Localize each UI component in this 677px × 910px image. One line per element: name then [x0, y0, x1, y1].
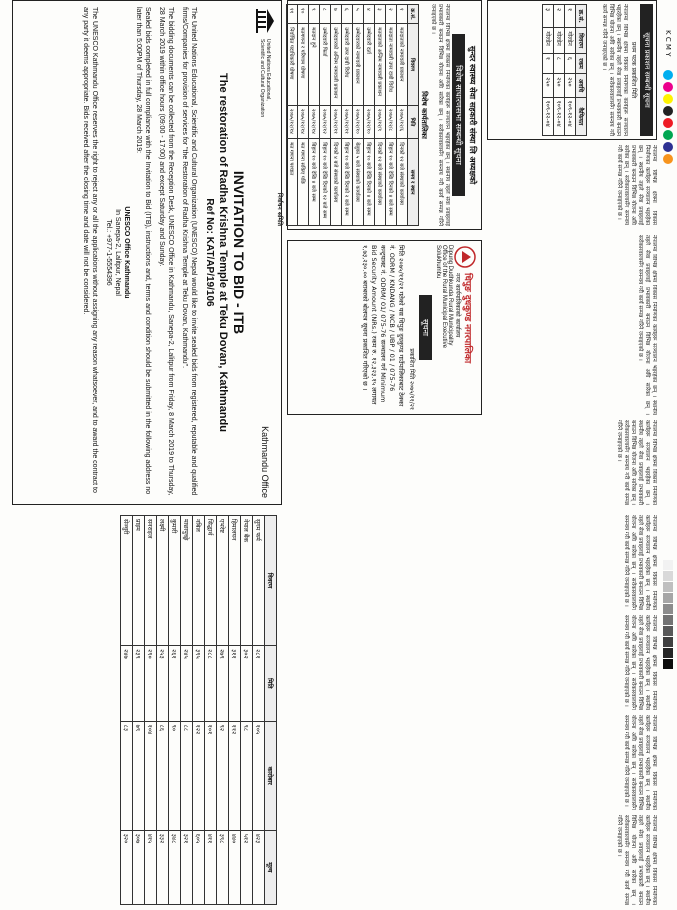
table-cell: २०७५/१२/६: [397, 105, 408, 139]
table-cell: ८: [320, 5, 331, 24]
table-cell: मत गणना सकिए पछि: [298, 139, 309, 226]
nepal-emblem-icon: [453, 245, 477, 269]
municipality-en-office: Office of the Rural Municipal Executive: [441, 245, 447, 348]
table-cell: ५१२: [241, 830, 253, 904]
cooperative-body: नेपालमा विभिन्न क्षेत्रमा विकास निर्माणका कार्यहरू सञ्चालन भइरहेका छन् । स्थानीय तहले सेवा प्रवाहलाई प्रभावकारी बनाउन विभिन्न योजना अघि सारेका छन् । सरोकारवालासँग समन्वय गरी कार्य सम्पन्न गरिने जनाइएको छ ।: [430, 4, 450, 226]
table-header: विवरण: [408, 24, 419, 105]
table-cell: १२२: [193, 721, 205, 830]
table-row: [397, 5, 408, 226]
table-cell: ७९: [133, 721, 145, 830]
unesco-paragraph-3: Sealed bids completed in full compliance with the Invitation to Bid (ITB), instructions and, terms and condition should be submitted in the following address no later than 5:00PM of Thursday, 28 March 2019:: [135, 7, 151, 495]
gray-steps: [663, 560, 673, 670]
unesco-ref: Ref No: KAT/AP/19/106: [204, 198, 215, 307]
table-cell: प्राइम: [133, 516, 145, 646]
table-cell: ३११: [229, 646, 241, 722]
table-cell: गोल्डेन: [554, 28, 565, 53]
cmyk-dots: [663, 70, 673, 166]
table-cell: १: [543, 53, 554, 73]
color-swatch: [663, 154, 673, 164]
table-row: [229, 516, 241, 905]
gray-swatch: [663, 659, 673, 669]
cmyk-label: K C M Y: [664, 30, 672, 57]
table-cell: गोल्डेन: [565, 28, 576, 53]
table-cell: १०४: [145, 721, 157, 830]
table-row: [543, 5, 554, 136]
table-cell: २०७५/१२/११: [342, 105, 353, 139]
table-cell: बेलुका ५ बजे संस्थाको कार्यालय: [353, 139, 364, 226]
table-cell: सुगम फर्म: [253, 516, 265, 646]
unesco-paragraph-4: The UNESCO Kathmandu Office reserves the right to reject any or all the applications without assigning any reason whatsoever, and to award the contract to any party it deems appropriate. Bids received after the closing time and date will not be considered.: [82, 7, 98, 493]
unesco-address-3: Tel.: +977-1-5554396: [105, 219, 112, 286]
table-header: मिति: [265, 646, 277, 722]
table-cell: ३: [543, 5, 554, 28]
table-cell: १०: [298, 5, 309, 24]
table-cell: मतदाताको अन्तिम नामावली प्रकाशन: [375, 24, 386, 105]
table-cell: २: [386, 5, 397, 24]
gray-swatch: [663, 593, 673, 603]
table-cell: २६१: [169, 646, 181, 722]
table-row: [364, 5, 375, 226]
table-row: [193, 516, 205, 905]
table-cell: ४१५: [145, 830, 157, 904]
unesco-office: Kathmandu Office: [260, 426, 270, 498]
table-header: समय र स्थान: [408, 139, 419, 226]
cooperative-title: सुन्दर स्वास्थ्य सेवा सहकारी संस्था लि अध्यक्षको: [468, 45, 477, 185]
municipality-en-name: Dipung Dudhkunda Rural Municipality: [447, 245, 453, 346]
table-cell: १०९-१२-०४: [565, 97, 576, 135]
table-row: [386, 5, 397, 226]
table-row: [217, 516, 229, 905]
color-swatch: [663, 82, 673, 92]
table-cell: २४७: [121, 646, 133, 722]
table-cell: २५०: [554, 74, 565, 97]
top-notice-table: [542, 4, 587, 136]
table-cell: ३९८: [217, 830, 229, 904]
table-cell: ४४०: [229, 830, 241, 904]
table-cell: २४५: [181, 646, 193, 722]
table-row: [169, 516, 181, 905]
table-cell: ९८: [241, 721, 253, 830]
table-cell: ४२३: [253, 830, 265, 904]
unesco-subtitle: The restoration of Radha Krishna Temple at Teku Dovan, Kathmandu: [217, 73, 229, 432]
table-cell: ४: [364, 5, 375, 24]
table-row: [309, 5, 320, 226]
table-cell: निर्वाचित पदाधिकारी घोषणा: [287, 24, 298, 105]
market-table: [120, 515, 277, 905]
table-cell: २०७५/१२/१४: [287, 105, 298, 139]
table-cell: ९: [309, 5, 320, 24]
table-cell: उम्मेदवारको नामावली प्रकाशन: [353, 24, 364, 105]
table-cell: १०१: [205, 721, 217, 830]
color-swatch: [663, 118, 673, 128]
table-cell: ६: [565, 53, 576, 73]
table-cell: २०७५/१२/१४: [298, 105, 309, 139]
unesco-title: INVITATION TO BID - ITB: [231, 170, 247, 335]
market-table-block: [12, 515, 277, 905]
table-row: [342, 5, 353, 226]
table-cell: गोल्डेन: [543, 28, 554, 53]
table-cell: हिमालयन: [229, 516, 241, 646]
table-cell: ११: [287, 5, 298, 24]
table-cell: २०७५/१२/११: [331, 105, 342, 139]
table-cell: ५: [353, 5, 364, 24]
right-column-text-3: नेपालमा विभिन्न क्षेत्रमा विकास निर्माणका कार्यहरू सञ्चालन भइरहेका छन् । स्थानीय तहले सेवा प्रवाहलाई प्रभावकारी बनाउन विभिन्न योजना अघि सारेका छन् । सरोकारवालासँग समन्वय गरी कार्य सम्पन्न गरिने जनाइएको छ ।: [623, 715, 657, 810]
table-cell: १०९-१२-०४: [543, 97, 554, 135]
middle-column-text: नेपालमा विभिन्न क्षेत्रमा विकास निर्माणका कार्यहरू सञ्चालन भइरहेका छन् । स्थानीय तहले सेवा प्रवाहलाई प्रभावकारी बनाउन विभिन्न योजना अघि सारेका छन् । सरोकारवालासँग समन्वय गरी कार्य सम्पन्न गरिने जनाइएको छ ।: [637, 235, 657, 415]
cooperative-banner: विशेष साधारणसभा सम्बन्धी सूचना: [452, 34, 465, 196]
table-cell: ११२: [229, 721, 241, 830]
table-cell: ८: [554, 53, 565, 73]
table-header: मिति: [408, 105, 419, 139]
table-cell: २७९: [217, 646, 229, 722]
color-swatch: [663, 142, 673, 152]
table-row: [353, 5, 364, 226]
table-cell: दिनको १२ बजे संस्थाको कार्यालय: [397, 139, 408, 226]
gray-swatch: [663, 615, 673, 625]
table-cell: ७: [331, 5, 342, 24]
table-cell: २०७५/१२/८: [386, 105, 397, 139]
table-cell: २०७५/१२/९: [375, 105, 386, 139]
table-cell: लक्ष्मी: [157, 516, 169, 646]
table-cell: २०७५/१२/१४: [309, 105, 320, 139]
table-cell: बिहान १० बजे देखि दिनको ४ बजे सम्म: [364, 139, 375, 226]
table-cell: २०७५/१२/१२: [320, 105, 331, 139]
table-cell: २: [554, 5, 565, 28]
table-row: [145, 516, 157, 905]
table-row: [181, 516, 193, 905]
table-cell: उम्मेदवारको अन्तिम नामावली प्रकाशन: [331, 24, 342, 105]
table-cell: २०७५/१२/१०: [353, 105, 364, 139]
table-cell: नेपाल बैंक: [241, 516, 253, 646]
gray-swatch: [663, 560, 673, 570]
schedule-table: [286, 4, 419, 226]
table-row: [375, 5, 386, 226]
table-row: [554, 5, 565, 136]
color-swatch: [663, 130, 673, 140]
table-row: [331, 5, 342, 226]
table-cell: २५०: [543, 74, 554, 97]
table-cell: नबिल: [193, 516, 205, 646]
table-cell: उम्मेदवारी फिर्ता: [320, 24, 331, 105]
table-row: [287, 5, 298, 226]
table-cell: १०५: [253, 721, 265, 830]
table-cell: ६: [342, 5, 353, 24]
gray-swatch: [663, 626, 673, 636]
table-cell: बिहान १० बजे देखि ४ बजे सम्म: [309, 139, 320, 226]
unesco-temple-icon: [255, 7, 275, 35]
table-cell: मतगणना र परिणाम घोषणा: [298, 24, 309, 105]
unesco-logo: [255, 7, 275, 119]
gray-swatch: [663, 582, 673, 592]
municipality-heading: सूचना: [419, 295, 432, 360]
table-cell: ४११: [205, 830, 217, 904]
table-header: अवधि: [576, 74, 587, 97]
right-column-text-4: नेपालमा विभिन्न क्षेत्रमा विकास निर्माणका कार्यहरू सञ्चालन भइरहेका छन् । स्थानीय तहले सेवा प्रवाहलाई प्रभावकारी बनाउन विभिन्न योजना अघि सारेका छन् । सरोकारवालासँग समन्वय गरी कार्य सम्पन्न गरिने जनाइएको छ ।: [616, 815, 657, 905]
unesco-address-1: UNESCO Office Kathmandu: [123, 206, 130, 299]
table-header: क्र.सं.: [408, 5, 419, 24]
top-notice-body: नेपालमा विभिन्न क्षेत्रमा विकास निर्माणका कार्यहरू सञ्चालन भइरहेका छन् । स्थानीय तहले सेवा प्रवाहलाई प्रभावकारी बनाउन विभिन्न योजना अघि सारेका छन् । सरोकारवालासँग समन्वय गरी कार्य सम्पन्न गरिने जनाइएको छ ।: [601, 4, 628, 136]
table-row: [157, 516, 169, 905]
table-cell: ३४८: [169, 830, 181, 904]
unesco-logo-text: United Nations Educational, Scientific and Cultural Organization: [259, 39, 271, 118]
right-column-text-1: नेपालमा विभिन्न क्षेत्रमा विकास निर्माणका कार्यहरू सञ्चालन भइरहेका छन् । स्थानीय तहले सेवा प्रवाहलाई प्रभावकारी बनाउन विभिन्न योजना अघि सारेका छन् । सरोकारवालासँग समन्वय गरी कार्य सम्पन्न गरिने जनाइएको छ ।: [623, 515, 657, 610]
table-cell: ३९५: [193, 646, 205, 722]
top-notice-title: सूचना प्रकाशन सम्बन्धी सूचना: [640, 4, 653, 136]
table-cell: दिनको ४ बजे संस्थाको कार्यालय: [331, 139, 342, 226]
table-cell: दिनको १२ बजे संस्थाको कार्यालय: [375, 139, 386, 226]
gray-swatch: [663, 604, 673, 614]
gray-swatch: [663, 648, 673, 658]
table-cell: २९०: [145, 646, 157, 722]
gray-swatch: [663, 571, 673, 581]
table-cell: सेञ्चुरी: [121, 516, 133, 646]
unesco-notice: [12, 0, 282, 505]
table-row: [253, 516, 265, 905]
left-column-text: नेपालमा विभिन्न क्षेत्रमा विकास निर्माणका कार्यहरू सञ्चालन भइरहेका छन् । स्थानीय तहले सेवा प्रवाहलाई प्रभावकारी बनाउन विभिन्न योजना अघि सारेका छन् । सरोकारवालासँग समन्वय गरी कार्य सम्पन्न गरिने जनाइएको छ ।: [616, 145, 657, 225]
table-cell: माछापुच्छ्रे: [181, 516, 193, 646]
municipality-date: प्रकाशित मिति २०७५/११/२१: [408, 348, 415, 410]
table-row: [121, 516, 133, 905]
municipality-body: मिति २०७५/११/२१ गतेको यस धिपुङ दुधकुण्ड गाउँपालिकाबाट ठेक्का नं. ODRM / KNDANG / NCB / UBP / 01 / 075-76 कन्ट्रयाक्ट नं. ODRM/ 01/ 075-76 सञ्चालन गर्न Minimum Bid Security Amount (NRs.) रकम रु. १२,३२३.१५ लगायत १,७३,२३०.०० बराबरको बोलपत्र सूचना प्रकाशित गरिएको छ ।: [361, 245, 405, 407]
table-cell: एभरेष्ट: [217, 516, 229, 646]
table-cell: १: [565, 5, 576, 28]
top-notice-subtitle: प्रथम पटक प्रकाशित मिति: [630, 41, 637, 99]
table-row: [205, 516, 217, 905]
right-column-text-2: नेपालमा विभिन्न क्षेत्रमा विकास निर्माणका कार्यहरू सञ्चालन भइरहेका छन् । स्थानीय तहले सेवा प्रवाहलाई प्रभावकारी बनाउन विभिन्न योजना अघि सारेका छन् । सरोकारवालासँग समन्वय गरी कार्य सम्पन्न गरिने जनाइएको छ ।: [623, 615, 657, 710]
municipality-office: नगर कार्यपालिकाको कार्यालय: [454, 273, 462, 338]
color-swatch: [663, 106, 673, 116]
table-cell: ९२: [217, 721, 229, 830]
cooperative-footer: निर्वाचन समिति: [276, 192, 283, 226]
municipality-en-place: Solukhumbu: [435, 245, 441, 279]
table-header: कारोबार: [265, 721, 277, 830]
table-cell: मतदान हुने: [309, 24, 320, 105]
table-header: रकम: [576, 53, 587, 73]
table-header: विवरण: [265, 516, 277, 646]
table-row: [298, 5, 309, 226]
table-cell: ८६: [157, 721, 169, 830]
table-row: [241, 516, 253, 905]
table-cell: ८८: [181, 721, 193, 830]
table-row: [565, 5, 576, 136]
unesco-paragraph-2: The bidding documents can be collected from the Reception Desk, UNESCO Office in Kathmandu, Sanepa-2, Lalitpur from Friday, 8 March 2019 to Thursday, 28 March 2019 within office hours (09:00 - 17:00) and except Saturday and Sunday.: [158, 7, 174, 496]
table-cell: २८८: [205, 646, 217, 722]
table-cell: मतदाताको नामावली प्रकाशन: [397, 24, 408, 105]
table-cell: उम्मेदवारी दर्ता: [364, 24, 375, 105]
table-cell: बिहान १० बजे देखि दिनको १२ बजे सम्म: [320, 139, 331, 226]
unesco-paragraph-1: The United Nations Educational, Scientific and Cultural Organization (UNESCO) Nepal would like to invite sealed bids from registered, reputable and qualified firms/Companies for provision of services for "the Restoration of Radha Krishna Temple at Teku Dovan, Kathmandu".: [181, 7, 197, 496]
table-cell: ८३: [121, 721, 133, 830]
table-header: क्र.सं.: [576, 5, 587, 28]
color-calibration-bar: [661, 30, 675, 890]
table-cell: ६०५: [193, 830, 205, 904]
table-header: मूल्य: [265, 830, 277, 904]
table-cell: २३९: [133, 646, 145, 722]
table-cell: २५०: [565, 74, 576, 97]
table-cell: बिहान १० बजे देखि दिनको ४ बजे सम्म: [386, 139, 397, 226]
table-cell: ३२१: [181, 830, 193, 904]
table-cell: मत गणना पश्चात: [287, 139, 298, 226]
municipality-notice: [287, 240, 482, 415]
table-cell: कुमारी: [169, 516, 181, 646]
table-cell: १०९-१२-०४: [554, 97, 565, 135]
table-cell: २०७५/१२/१०: [364, 105, 375, 139]
table-header: विवरण: [576, 28, 587, 53]
unesco-address-2: In Sanepa-2, Lalitpur, Nepal: [114, 209, 121, 296]
table-row: [320, 5, 331, 226]
top-notice: [487, 0, 657, 140]
color-swatch: [663, 70, 673, 80]
table-row: [133, 516, 145, 905]
table-cell: ३०२: [241, 646, 253, 722]
table-cell: मतदाता नामावली उपर दाबी विरोध: [386, 24, 397, 105]
table-cell: ३: [375, 5, 386, 24]
table-cell: २८१: [253, 646, 265, 722]
cooperative-notice: [276, 0, 482, 230]
table-cell: ३०७: [133, 830, 145, 904]
table-cell: सनराइज: [145, 516, 157, 646]
table-cell: बिहान १० बजे देखि दिनको २ बजे सम्म: [342, 139, 353, 226]
schedule-title: विशेष कार्यतालिका: [420, 91, 428, 139]
table-cell: १: [397, 5, 408, 24]
table-cell: उम्मेदवारी उपर दाबी विरोध: [342, 24, 353, 105]
table-header: कैफियत: [576, 97, 587, 135]
gray-swatch: [663, 637, 673, 647]
table-cell: ३३२: [157, 830, 169, 904]
table-cell: सिद्धार्थ: [205, 516, 217, 646]
center-column-text: नेपालमा विभिन्न क्षेत्रमा विकास निर्माणका कार्यहरू सञ्चालन भइरहेका छन् । स्थानीय तहले सेवा प्रवाहलाई प्रभावकारी बनाउन विभिन्न योजना अघि सारेका छन् । सरोकारवालासँग समन्वय गरी कार्य सम्पन्न गरिने जनाइएको छ ।: [616, 420, 657, 505]
table-cell: ९०: [169, 721, 181, 830]
table-cell: २५३: [157, 646, 169, 722]
municipality-name: धिपुङ दुधकुण्ड नगरपालिका: [462, 273, 473, 364]
table-cell: ३२०: [121, 830, 133, 904]
color-swatch: [663, 94, 673, 104]
